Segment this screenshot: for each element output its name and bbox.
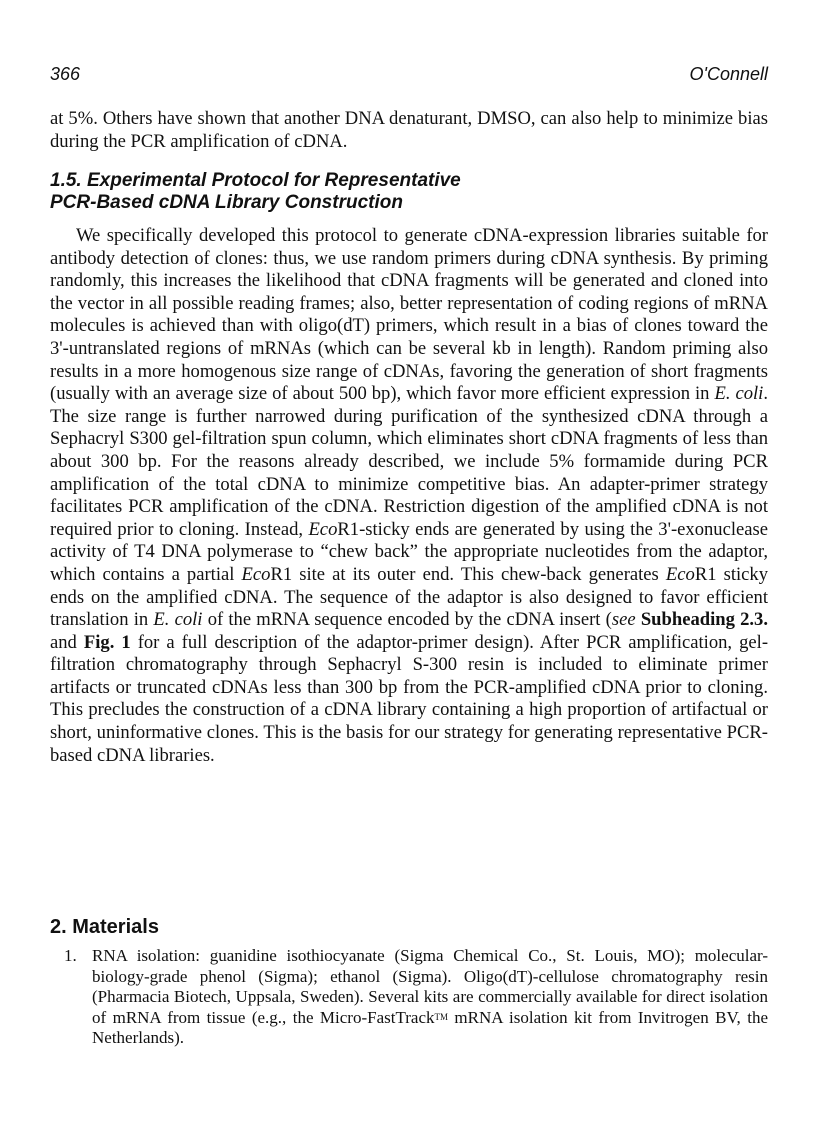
list-item-text-b: mRNA isolation kit from Invitrogen BV, the Netherlands). <box>92 1007 768 1047</box>
para-text-4: R1 site at its outer end. This chew-back generates <box>270 563 666 585</box>
running-author: O'Connell <box>689 64 768 84</box>
para-text-1: We specifically developed this protocol to generate cDNA-expression libraries suitable for antibody detection of clones: thus, we use random primers during cDNA synthesis. By priming randomly, this increases the likelihood that cDNA fragments will be generated and cloned into the vector in all possible reading frames; also, better representation of coding regions of mRNA molecules is achieved than with oligo(dT) primers, which result in a bias of clones toward the 3'-untranslated regions of mRNAs (which can be several kb in length). Random priming also results in a more homogenous size range of cDNAs, favoring the generation of short fragments (usually with an average size of about 500 bp), which favor more efficient expression in <box>50 225 768 405</box>
para-text-6: of the mRNA sequence encoded by the cDNA insert ( <box>202 609 612 631</box>
para-text-5: R1 sticky ends on the amplified cDNA. The sequence of the adaptor is also designed to favor efficient translation in <box>50 563 769 631</box>
para-subheading-ref: Subheading 2.3. <box>640 609 769 631</box>
section-1-5-heading-line2: PCR-Based cDNA Library Construction <box>50 192 403 213</box>
list-item-number: 1. <box>64 946 77 965</box>
section-2-heading: 2. Materials <box>50 916 159 938</box>
list-item-text-a: RNA isolation: guanidine isothiocyanate (Sigma Chemical Co., St. Louis, MO); molecular-biology-grade phenol (Sigma); ethanol (Sigma). Oligo(dT)-cellulose chromatography resin (Pharmacia Biotech, Uppsala, Sweden). Several kits are commercially available for direct isolation of mRNA from tissue (e.g., the Micro-FastTrack <box>92 946 768 1027</box>
para-eco-3: Eco <box>665 563 695 585</box>
para-figure-ref: Fig. 1 <box>83 631 131 653</box>
para-text-2: . The size range is further narrowed during purification of the synthesized cDNA through a Sephacryl S300 gel-filtration spun column, which eliminates short cDNA fragments of less than about 300 bp. For the reasons already described, we include 5% formamide during PCR amplification of the total cDNA to minimize competitive bias. An adapter-primer strategy facilitates PCR amplification of the cDNA. Restriction digestion of the amplified cDNA is not required prior to cloning. Instead, <box>50 383 768 540</box>
para-eco-1: Eco <box>308 518 338 540</box>
page-number: 366 <box>50 64 81 84</box>
section-1-5-paragraph <box>50 225 768 767</box>
para-see: see <box>611 609 636 631</box>
para-text-8: and <box>50 631 84 653</box>
para-text-9: for a full description of the adaptor-primer design). After PCR amplification, gel-filtration chromatography through Sephacryl S-300 resin is included to eliminate primer artifacts or truncated cDNAs less than 300 bp from the PCR-amplified cDNA prior to cloning. This precludes the construction of a cDNA library containing a high proportion of artifactual or short, uninformative clones. This is the basis for our strategy for generating representative PCR-based cDNA libraries. <box>50 631 769 766</box>
para-ecoli-1: E. coli <box>714 383 764 405</box>
trademark-superscript: TM <box>434 1011 448 1022</box>
section-1-5-heading-line1: 1.5. Experimental Protocol for Representative <box>50 170 461 191</box>
list-item-text <box>92 946 768 1049</box>
para-ecoli-2: E. coli <box>153 609 203 631</box>
running-header <box>50 64 768 88</box>
para-text-3: R1-sticky ends are generated by using the 3'-exonuclease activity of T4 DNA polymerase to “chew back” the appropriate nucleotides from the adaptor, which contains a partial <box>50 518 768 585</box>
materials-list <box>50 946 768 1049</box>
section-1-5-heading <box>50 170 768 214</box>
list-item <box>50 946 768 1049</box>
para-eco-2: Eco <box>241 563 271 585</box>
intro-paragraph: at 5%. Others have shown that another DNA denaturant, DMSO, can also help to minimize bias during the PCR amplification of cDNA. <box>50 108 768 152</box>
